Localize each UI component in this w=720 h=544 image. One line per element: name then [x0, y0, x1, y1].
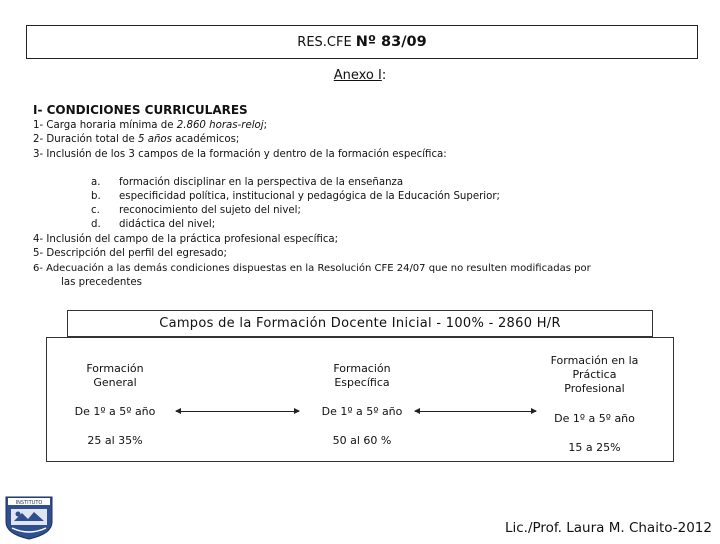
double-arrow-icon: [176, 411, 299, 412]
sub-item-letter: c.: [91, 205, 100, 216]
list-item: 2- Duración total de 5 años académicos;: [33, 134, 240, 145]
column-practica-name: Formación en la Práctica Profesional: [550, 354, 639, 395]
list-item: 1- Carga horaria mínima de 2.860 horas-reloj;: [33, 120, 268, 131]
column-general-years: De 1º a 5º año: [74, 405, 156, 418]
resolution-header: [26, 25, 698, 59]
sub-item-text: formación disciplinar en la perspectiva de la enseñanza: [119, 177, 404, 188]
column-especifica-percent: 50 al 60 %: [332, 434, 392, 447]
sub-item-text: didáctica del nivel;: [119, 219, 216, 230]
author-footer: Lic./Prof. Laura M. Chaito-2012: [504, 520, 712, 536]
column-general-percent: 25 al 35%: [87, 434, 143, 447]
resolution-prefix: RES.CFE: [297, 34, 352, 50]
sub-item-letter: d.: [91, 219, 101, 230]
campos-title: Campos de la Formación Docente Inicial - 100% - 2860 H/R: [67, 310, 653, 337]
section-title: I- CONDICIONES CURRICULARES: [33, 103, 248, 117]
campos-table: [46, 337, 674, 462]
annex-title: Anexo I:: [333, 68, 387, 83]
list-item: 6- Adecuación a las demás condiciones dispuestas en la Resolución CFE 24/07 que no resulten modificadas por: [33, 263, 591, 274]
sub-item-text: especificidad política, institucional y pedagógica de la Educación Superior;: [119, 191, 500, 202]
column-especifica-years: De 1º a 5º año: [321, 405, 403, 418]
list-item: 3- Inclusión de los 3 campos de la formación y dentro de la formación específica:: [33, 149, 447, 160]
column-general-name: Formación General: [86, 362, 144, 389]
resolution-number: Nº 83/09: [355, 34, 427, 50]
column-practica-percent: 15 a 25%: [568, 441, 621, 454]
column-especifica-name: Formación Específica: [333, 362, 391, 389]
sub-item-text: reconocimiento del sujeto del nivel;: [119, 205, 301, 216]
double-arrow-icon: [415, 411, 536, 412]
sub-item-letter: b.: [91, 191, 101, 202]
shield-icon: [2, 494, 56, 540]
list-item: 5- Descripción del perfil del egresado;: [33, 248, 227, 259]
logo-text: INSTITUTO: [15, 500, 43, 506]
list-item-continuation: las precedentes: [61, 277, 142, 288]
list-item: 4- Inclusión del campo de la práctica profesional específica;: [33, 234, 339, 245]
column-practica-years: De 1º a 5º año: [554, 412, 635, 425]
sub-item-letter: a.: [91, 177, 101, 188]
institute-logo: [2, 494, 56, 540]
annex-label: Anexo I: [333, 68, 382, 83]
